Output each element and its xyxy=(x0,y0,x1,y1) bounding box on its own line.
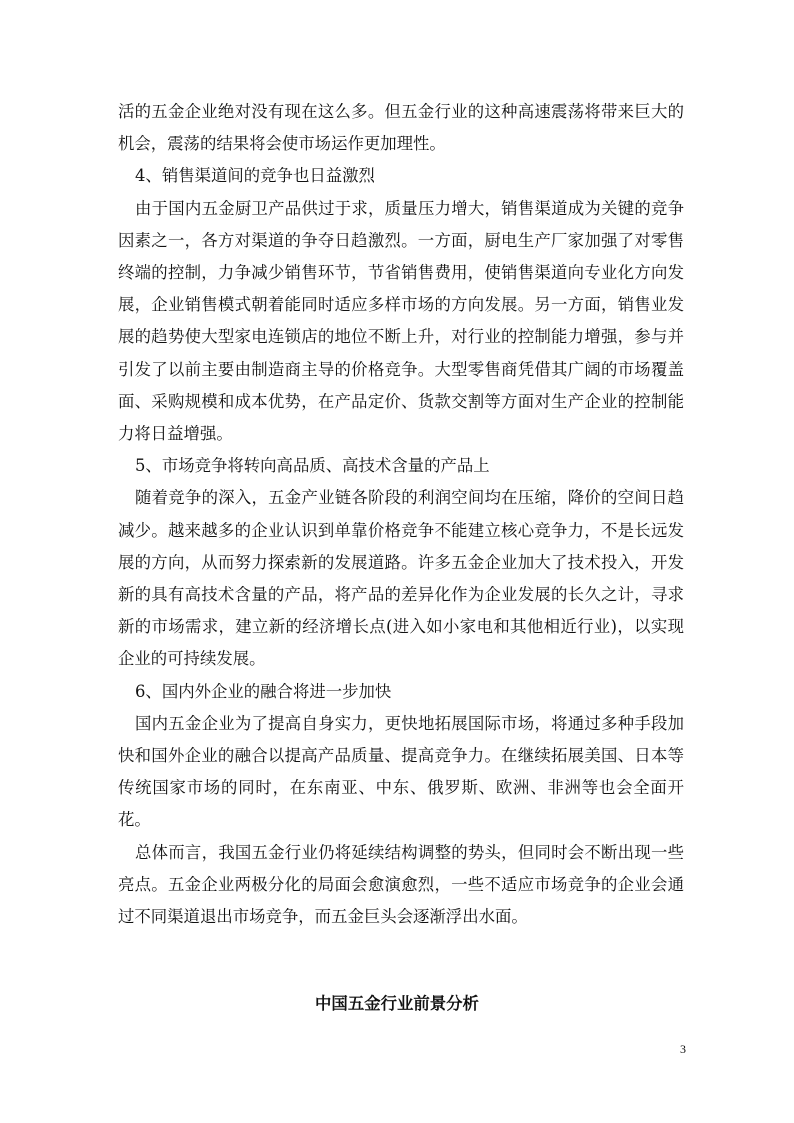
subheading-domestic-foreign-integration: 6、国内外企业的融合将进一步加快 xyxy=(135,681,392,701)
page-number: 3 xyxy=(680,1042,686,1056)
body-text xyxy=(118,96,684,933)
paragraph-high-quality-products: 随着竞争的深入，五金产业链各阶段的利润空间均在压缩，降价的空间日趋减少。越来越多的企业认识到单靠价格竞争不能建立核心竞争力，不是长远发展的方向，从而努力探索新的发展道路。许多五金企业加大了技术投入，开发新的具有高技术含量的产品，将产品的差异化作为企业发展的长久之计，寻求新的市场需求，建立新的经济增长点(进入如小家电和其他相近行业)，以实现企业的可持续发展。 xyxy=(118,488,684,669)
paragraph-domestic-foreign-integration: 国内五金企业为了提高自身实力，更快地拓展国际市场，将通过多种手段加快和国外企业的融合以提高产品质量、提高竞争力。在继续拓展美国、日本等传统国家市场的同时，在东南亚、中东、俄罗斯、欧洲、非洲等也会全面开花。 xyxy=(118,713,684,830)
section-title: 中国五金行业前景分析 xyxy=(315,994,479,1013)
paragraph-sales-channels: 由于国内五金厨卫产品供过于求，质量压力增大，销售渠道成为关键的竞争因素之一，各方对渠道的争夺日趋激烈。一方面，厨电生产厂家加强了对零售终端的控制，力争减少销售环节，节省销售费用，使销售渠道向专业化方向发展，企业销售模式朝着能同时适应多样市场的方向发展。另一方面，销售业发展的趋势使大型家电连锁店的地位不断上升，对行业的控制能力增强，参与并引发了以前主要由制造商主导的价格竞争。大型零售商凭借其广阔的市场覆盖面、采购规模和成本优势，在产品定价、货款交割等方面对生产企业的控制能力将日益增强。 xyxy=(118,198,684,444)
subheading-high-quality-products: 5、市场竞争将转向高品质、高技术含量的产品上 xyxy=(135,456,490,476)
subheading-sales-channels: 4、销售渠道间的竞争也日益激烈 xyxy=(135,166,375,186)
paragraph-summary: 总体而言，我国五金行业仍将延续结构调整的势头，但同时会不断出现一些亮点。五金企业两极分化的局面会愈演愈烈，一些不适应市场竞争的企业会通过不同渠道退出市场竞争，而五金巨头会逐渐浮出水面。 xyxy=(118,842,684,927)
paragraph-continuation: 活的五金企业绝对没有现在这么多。但五金行业的这种高速震荡将带来巨大的机会，震荡的结果将会使市场运作更加理性。 xyxy=(118,102,684,154)
